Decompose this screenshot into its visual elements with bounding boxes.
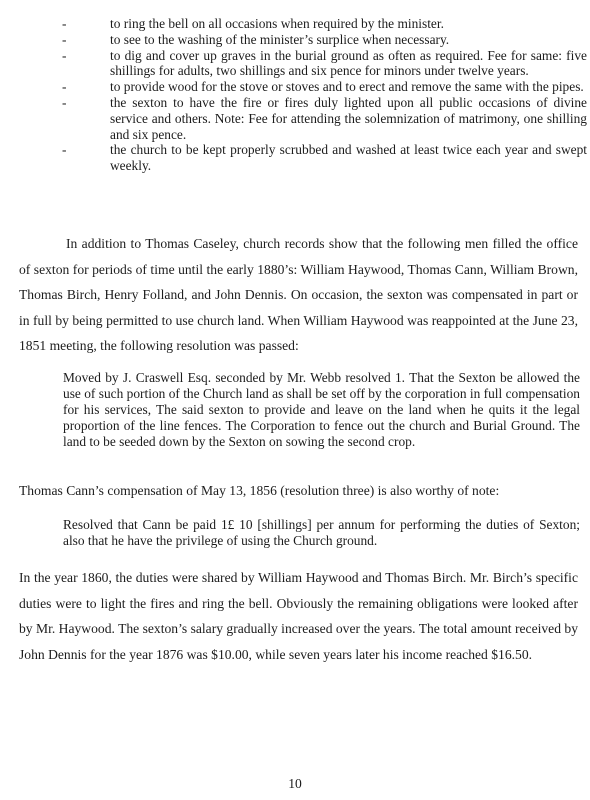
- duty-text: the sexton to have the fire or fires duly lighted upon all public occasions of divine service and others. Note: Fee for attending the solemnization of matrimony, one shilling and six pence.: [110, 94, 587, 142]
- duty-item: [62, 16, 587, 32]
- list-dash: -: [62, 31, 67, 47]
- duty-text: the church to be kept properly scrubbed and washed at least twice each year and swept weekly.: [110, 142, 587, 174]
- quote-cann-resolution: Resolved that Cann be paid 1£ 10 [shillings] per annum for performing the duties of Sexton; also that he have the privilege of using the Church ground.: [63, 517, 580, 549]
- duty-text: to provide wood for the stove or stoves and to erect and remove the same with the pipes.: [110, 79, 584, 95]
- duty-item: [62, 95, 587, 142]
- paragraph-cann-compensation: Thomas Cann’s compensation of May 13, 1856 (resolution three) is also worthy of note:: [19, 483, 500, 498]
- list-dash: -: [62, 142, 67, 158]
- sexton-duties-list: [62, 16, 587, 174]
- duty-item: [62, 32, 587, 48]
- page-number: 10: [288, 776, 302, 791]
- duty-text: to see to the washing of the minister’s surplice when necessary.: [110, 31, 450, 47]
- paragraph-duties-shared: In the year 1860, the duties were shared by William Haywood and Thomas Birch. Mr. Birch’s specific duties were to light the fires and ring the bell. Obviously the remaining obligations were looked after by Mr. Haywood. The sexton’s salary gradually increased over the years. The total amount received by John Dennis for the year 1876 was $10.00, while seven years later his income reached $16.50.: [19, 570, 578, 662]
- duty-text: to dig and cover up graves in the burial ground as often as required. Fee for same: five shillings for adults, two shillings and six pence for minors under twelve years.: [110, 47, 587, 79]
- list-dash: -: [62, 79, 67, 95]
- paragraph-sexton-history: In addition to Thomas Caseley, church records show that the following men filled the office of sexton for periods of time until the early 1880’s: William Haywood, Thomas Cann, William Brown, Thomas Birch, Henry Folland, and John Dennis. On occasion, the sexton was compensated in part or in full by being permitted to use church land. When William Haywood was reappointed at the June 23, 1851 meeting, the following resolution was passed:: [19, 236, 578, 354]
- list-dash: -: [62, 47, 67, 63]
- duty-item: [62, 79, 587, 95]
- duty-item: [62, 142, 587, 174]
- list-dash: -: [62, 16, 67, 31]
- duty-text: to ring the bell on all occasions when required by the minister.: [110, 16, 444, 31]
- quote-haywood-resolution: Moved by J. Craswell Esq. seconded by Mr. Webb resolved 1. That the Sexton be allowed the use of such portion of the Church land as shall be set off by the corporation in full compensation for his services, The said sexton to provide and leave on the land when he quits it the legal proportion of the line fences. The Corporation to fence out the church and Burial Ground. The land to be seeded down by the Sexton on sowing the second crop.: [63, 370, 580, 450]
- duty-item: [62, 48, 587, 80]
- list-dash: -: [62, 94, 67, 110]
